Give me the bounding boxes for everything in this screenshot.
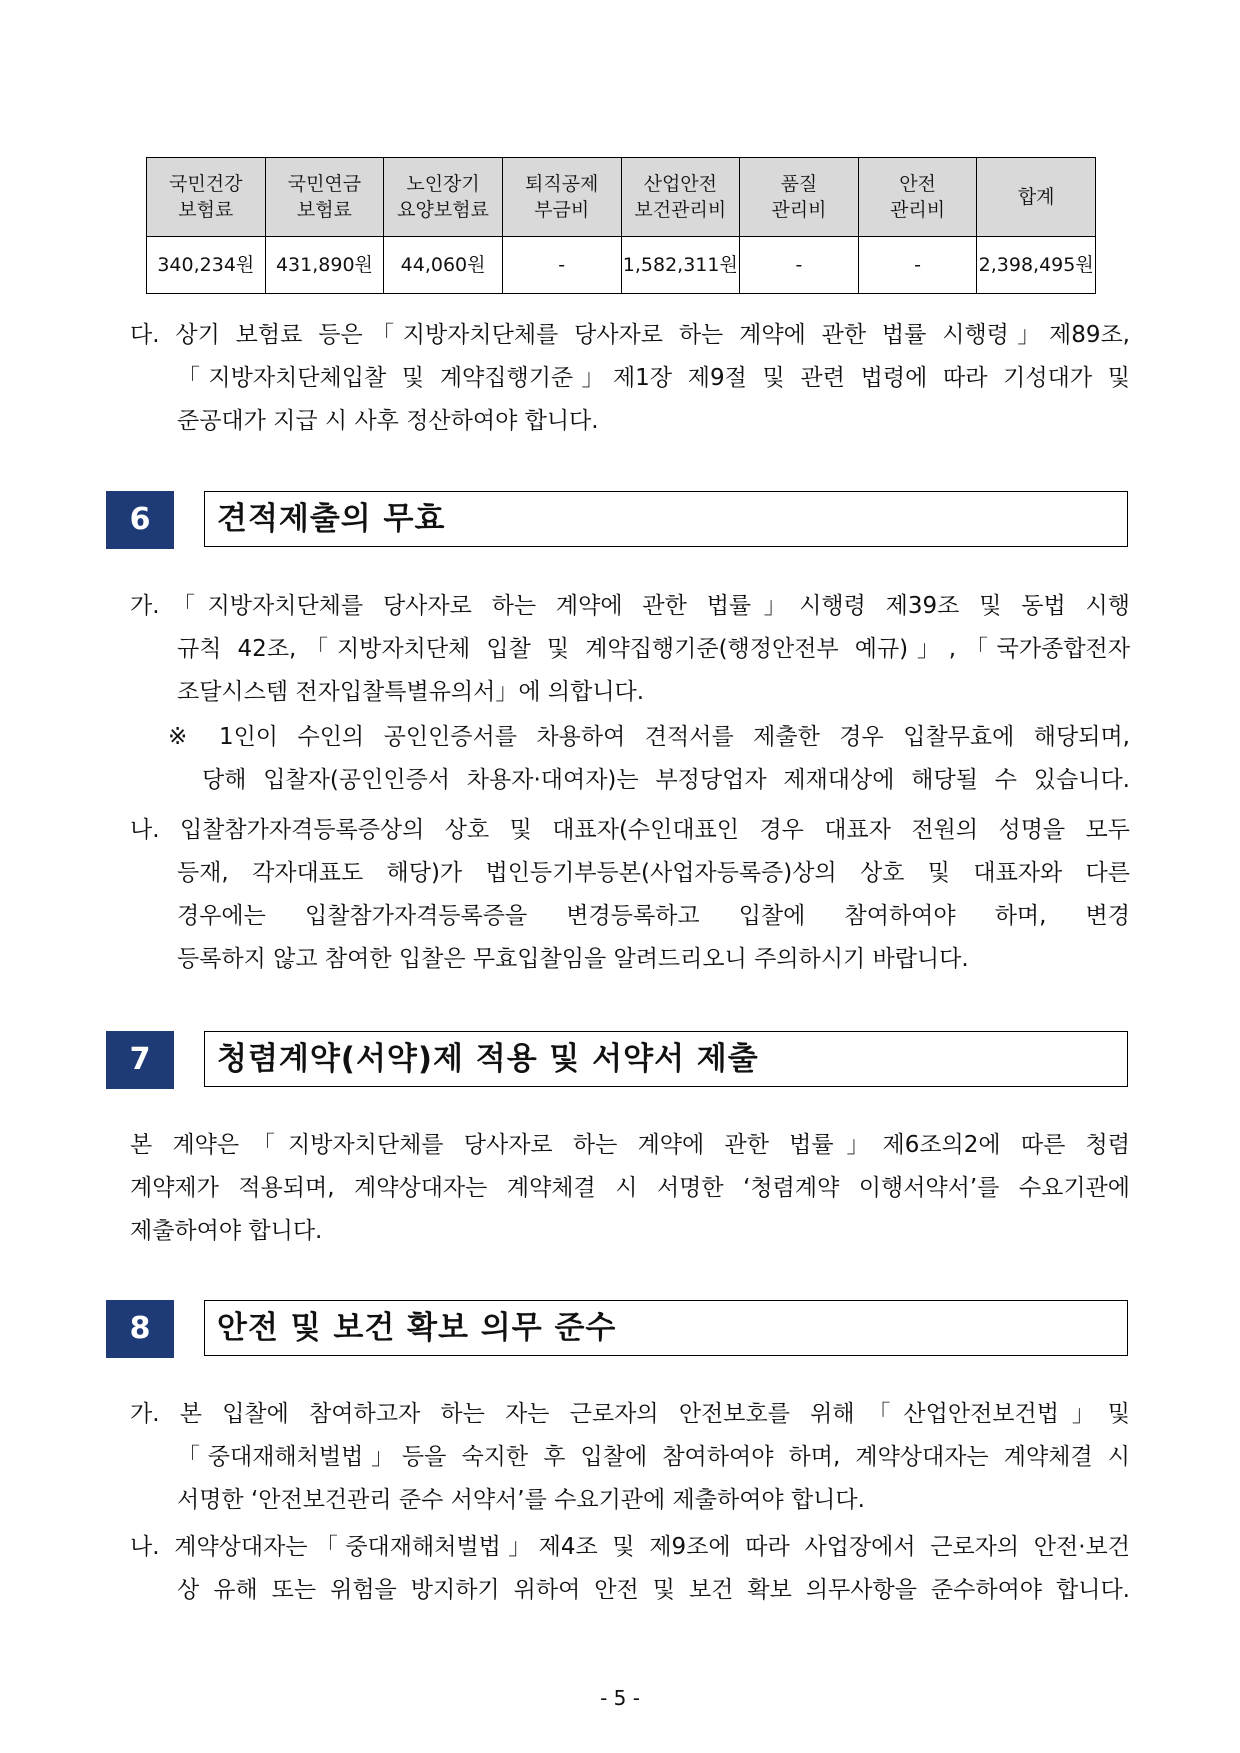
table-row (147, 237, 1096, 294)
section-7-number: 7 (106, 1031, 174, 1089)
header-safety-management: 안전 관리비 (858, 158, 977, 237)
section-6-title-box (204, 491, 1128, 547)
page-number: - 5 - (600, 1686, 640, 1710)
insurance-cost-table (146, 157, 1096, 294)
table-header-row (147, 158, 1096, 237)
section-7-body: 본 계약은「지방자치단체를 당사자로 하는 계약에 관한 법률」제6조의2에 따른 청렴 계약제가 적용되며, 계약상대자는 계약체결 시 서명한 ‘청렴계약 이행서약서’를 수요기관에 제출하여야 합니다. (130, 1132, 1130, 1244)
value-longterm-care: 44,060원 (384, 237, 503, 294)
value-health-insurance: 340,234원 (147, 237, 266, 294)
section-8-number: 8 (106, 1300, 174, 1358)
section-8-title-box (204, 1300, 1128, 1356)
section-6-title: 견적제출의 무효 (217, 501, 446, 537)
section-8-title: 안전 및 보건 확보 의무 준수 (217, 1310, 617, 1346)
section-6-note: ※ 1인이 수인의 공인인증서를 차용하여 견적서를 제출한 경우 입찰무효에 해당되며, 당해 입찰자(공인인증서 차용자·대여자)는 부정당업자 제재대상에 해당될 수 있습니다. (168, 724, 1130, 793)
header-health-insurance: 국민건강 보험료 (147, 158, 266, 237)
header-retirement-deduction: 퇴직공제 부금비 (502, 158, 621, 237)
value-industrial-safety: 1,582,311원 (621, 237, 740, 294)
section-6-paragraph-na: 나. 입찰참가자격등록증상의 상호 및 대표자(수인대표인 경우 대표자 전원의 성명을 모두 등재, 각자대표도 해당)가 법인등기부등본(사업자등록증)상의 상호 및 대표자와 다른 경우에는 입찰참가자격등록증을 변경등록하고 입찰에 참여하여야 하며, 변경 등록하지 않고 참여한 입찰은 무효입찰임을 알려드리오니 주의하시기 바랍니다. (130, 817, 1130, 972)
header-total: 합계 (977, 158, 1096, 237)
section-8-paragraph-ga: 가. 본 입찰에 참여하고자 하는 자는 근로자의 안전보호를 위해「산업안전보건법」및 「중대재해처벌법」등을 숙지한 후 입찰에 참여하여야 하며, 계약상대자는 계약체결 시 서명한 ‘안전보건관리 준수 서약서’를 수요기관에 제출하여야 합니다. (130, 1401, 1130, 1513)
section-7-title: 청렴계약(서약)제 적용 및 서약서 제출 (217, 1041, 759, 1077)
section-6-paragraph-ga: 가.「지방자치단체를 당사자로 하는 계약에 관한 법률」시행령 제39조 및 동법 시행 규칙 42조,「지방자치단체 입찰 및 계약집행기준(행정안전부 예규)」,「국가종합전자 조달시스템 전자입찰특별유의서」에 의합니다. (130, 593, 1130, 705)
value-safety-management: - (858, 237, 977, 294)
paragraph-da-insurance-settlement: 다. 상기 보험료 등은「지방자치단체를 당사자로 하는 계약에 관한 법률 시행령」제89조, 「지방자치단체입찰 및 계약집행기준」제1장 제9절 및 관련 법령에 따라 기성대가 및 준공대가 지급 시 사후 정산하여야 합니다. (130, 322, 1130, 434)
value-quality-management: - (740, 237, 859, 294)
value-retirement-deduction: - (502, 237, 621, 294)
section-7-title-box (204, 1031, 1128, 1087)
value-total: 2,398,495원 (977, 237, 1096, 294)
header-quality-management: 품질 관리비 (740, 158, 859, 237)
section-6-number: 6 (106, 491, 174, 549)
header-pension-insurance: 국민연금 보험료 (265, 158, 384, 237)
section-8-paragraph-na: 나. 계약상대자는「중대재해처벌법」제4조 및 제9조에 따라 사업장에서 근로자의 안전·보건 상 유해 또는 위험을 방지하기 위하여 안전 및 보건 확보 의무사항을 준수하여야 합니다. (130, 1534, 1130, 1603)
header-longterm-care: 노인장기 요양보험료 (384, 158, 503, 237)
value-pension-insurance: 431,890원 (265, 237, 384, 294)
header-industrial-safety: 산업안전 보건관리비 (621, 158, 740, 237)
